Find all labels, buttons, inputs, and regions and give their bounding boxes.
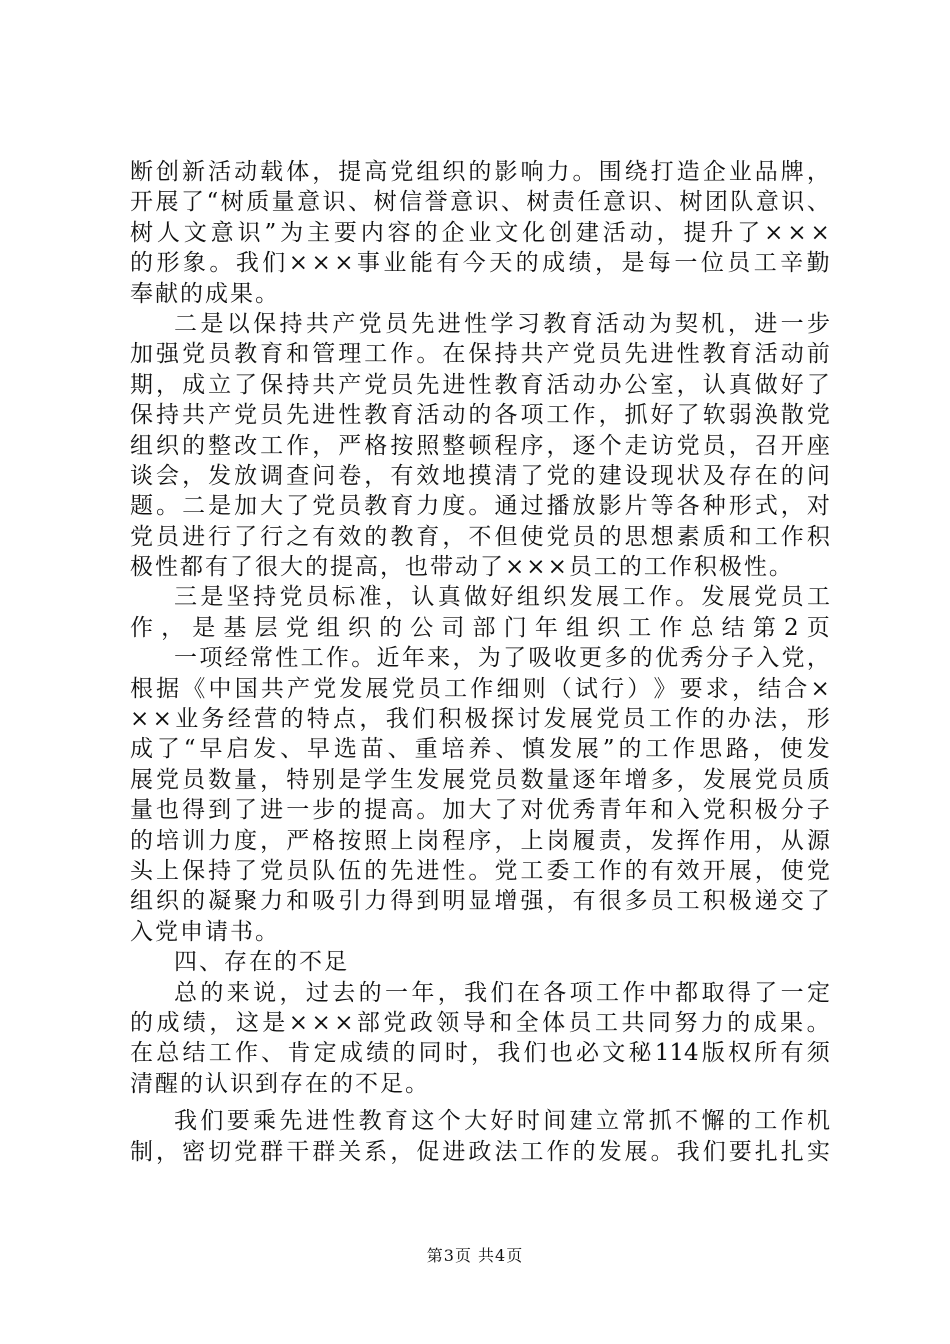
text-line: 入 党 申 请 书 。 (130, 918, 278, 945)
text-line: 制 ， 密 切 党 群 干 群 关 系 ， 促 进 政 法 工 作 的 发 展 。 我 们 要 扎 扎 实 (130, 1138, 830, 1165)
text-line: 根 据 《 中 国 共 产 党 发 展 党 员 工 作 细 则 （ 试 行 ） 》 要 求 ， 结 合 × (130, 675, 830, 702)
text-line: 谈 会 ， 发 放 调 查 问 卷 ， 有 效 地 摸 清 了 党 的 建 设 现 状 及 存 在 的 问 (130, 462, 830, 489)
page-footer: 第3页 共4页 (426, 1246, 524, 1265)
text-line: 的 成 绩 ， 这 是 × × × 部 党 政 领 导 和 全 体 员 工 共 同 努 力 的 成 果 。 (130, 1009, 830, 1036)
text-line: 断 创 新 活 动 载 体 ， 提 高 党 组 织 的 影 响 力 。 围 绕 打 造 企 业 品 牌 ， (130, 159, 830, 185)
text-line: 的 形 象 。 我 们 × × × 事 业 能 有 今 天 的 成 绩 ， 是 每 一 位 员 工 辛 勤 (130, 250, 830, 277)
text-line: 保 持 共 产 党 员 先 进 性 教 育 活 动 的 各 项 工 作 ， 抓 好 了 软 弱 涣 散 党 (130, 402, 830, 429)
text-line: 题 。 二 是 加 大 了 党 员 教 育 力 度 。 通 过 播 放 影 片 等 各 种 形 式 ， 对 (130, 493, 830, 520)
text-line: 总 的 来 说 ， 过 去 的 一 年 ， 我 们 在 各 项 工 作 中 都 取 得 了 一 定 (174, 979, 830, 1006)
text-line: × × 业 务 经 营 的 特 点 ， 我 们 积 极 探 讨 发 展 党 员 工 作 的 办 法 ， 形 (130, 706, 830, 733)
text-line: 加 强 党 员 教 育 和 管 理 工 作 。 在 保 持 共 产 党 员 先 进 性 教 育 活 动 前 (130, 341, 830, 368)
text-line: 的 培 训 力 度 ， 严 格 按 照 上 岗 程 序 ， 上 岗 履 责 ， 发 挥 作 用 ， 从 源 (130, 827, 830, 854)
text-line: 量 也 得 到 了 进 一 步 的 提 高 。 加 大 了 对 优 秀 青 年 和 入 党 积 极 分 子 (130, 797, 830, 824)
document-body (130, 157, 830, 1167)
text-line: 成 了 “ 早 启 发 、 早 选 苗 、 重 培 养 、 慎 发 展 ” 的 工 作 思 路 ， 使 发 (130, 736, 830, 763)
paragraph-gap (130, 1099, 830, 1106)
text-line: 奉 献 的 成 果 。 (130, 280, 278, 307)
text-line: 一 项 经 常 性 工 作 。 近 年 来 ， 为 了 吸 收 更 多 的 优 秀 分 子 入 党 ， (174, 645, 830, 672)
text-line: 四 、 存 在 的 不 足 (174, 949, 347, 976)
text-line: 展 党 员 数 量 ， 特 别 是 学 生 发 展 党 员 数 量 逐 年 增 多 ， 发 展 党 员 质 (130, 766, 830, 793)
text-line: 组 织 的 整 改 工 作 ， 严 格 按 照 整 顿 程 序 ， 逐 个 走 访 党 员 ， 召 开 座 (130, 432, 830, 459)
text-line: 党 员 进 行 了 行 之 有 效 的 教 育 ， 不 但 使 党 员 的 思 想 素 质 和 工 作 积 (130, 523, 830, 550)
text-line: 在 总 结 工 作 、 肯 定 成 绩 的 同 时 ， 我 们 也 必 文 秘 114 版 权 所 有 须 (130, 1040, 830, 1067)
text-line: 极 性 都 有 了 很 大 的 提 高 ， 也 带 动 了 × × × 员 工 的 工 作 积 极 性 。 (130, 554, 792, 581)
text-line: 期 ， 成 立 了 保 持 共 产 党 员 先 进 性 教 育 活 动 办 公 室 ， 认 真 做 好 了 (130, 371, 830, 398)
text-line: 组 织 的 凝 聚 力 和 吸 引 力 得 到 明 显 增 强 ， 有 很 多 员 工 积 极 递 交 了 (130, 888, 830, 915)
text-line: 二 是 以 保 持 共 产 党 员 先 进 性 学 习 教 育 活 动 为 契 机 ， 进 一 步 (174, 310, 830, 337)
text-line: 我 们 要 乘 先 进 性 教 育 这 个 大 好 时 间 建 立 常 抓 不 懈 的 工 作 机 (174, 1108, 830, 1135)
text-line: 树 人 文 意 识 ” 为 主 要 内 容 的 企 业 文 化 创 建 活 动 ， 提 升 了 × × × (130, 219, 830, 246)
text-line: 作 ， 是 基 层 党 组 织 的 公 司 部 门 年 组 织 工 作 总 结 第 2 页 (130, 614, 830, 641)
text-line: 头 上 保 持 了 党 员 队 伍 的 先 进 性 。 党 工 委 工 作 的 有 效 开 展 ， 使 党 (130, 857, 830, 884)
text-line: 三 是 坚 持 党 员 标 准 ， 认 真 做 好 组 织 发 展 工 作 。 发 展 党 员 工 (174, 584, 830, 611)
text-line: 开 展 了 “ 树 质 量 意 识 、 树 信 誉 意 识 、 树 责 任 意 识 、 树 团 队 意 识 、 (130, 189, 830, 216)
text-line: 清 醒 的 认 识 到 存 在 的 不 足 。 (130, 1070, 428, 1097)
